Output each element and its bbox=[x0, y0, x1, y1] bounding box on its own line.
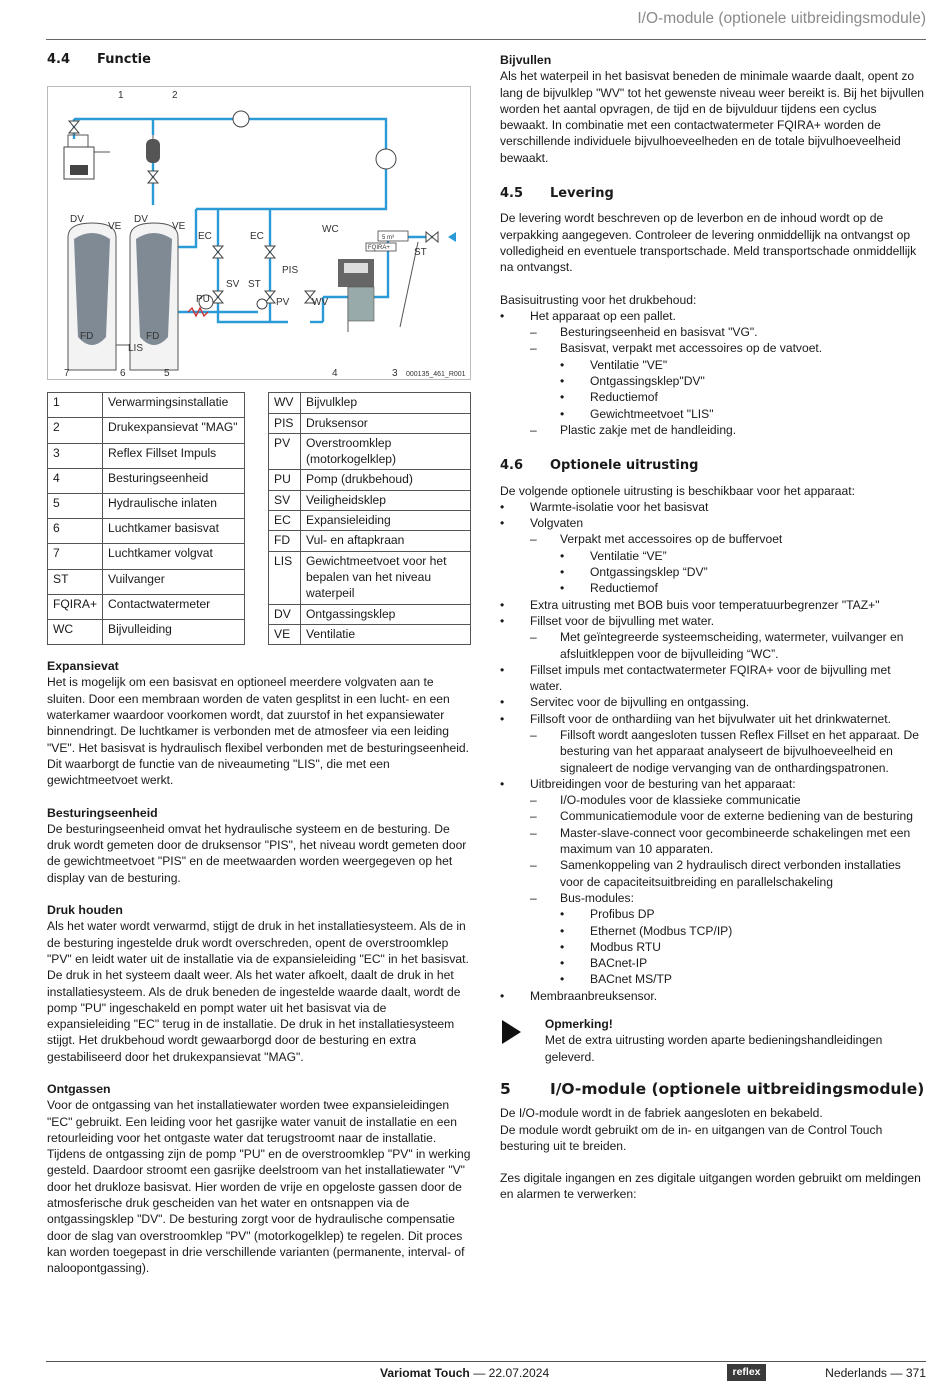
bullet-marker: • bbox=[560, 923, 565, 938]
legend-row bbox=[48, 468, 245, 493]
legend-row bbox=[269, 490, 471, 510]
callout-5: 5 bbox=[164, 368, 170, 380]
list-item-text: Samenkoppeling van 2 hydraulisch direct verbonden installaties voor de capaciteitsuitbreiding en parallelschakeling bbox=[560, 858, 901, 889]
list-item-text: Fillset impuls met contactwatermeter FQIRA+ voor de bijvulling met water. bbox=[530, 662, 891, 694]
list-item bbox=[500, 923, 926, 939]
bullet-marker: – bbox=[530, 422, 537, 437]
legend-row bbox=[269, 433, 471, 470]
section-number: 4.4 bbox=[47, 52, 71, 67]
io-para-2: De module wordt gebruikt om de in- en uitgangen van de Control Touch besturing uit te breiden. bbox=[500, 1122, 883, 1153]
reflex-logo: reflex bbox=[727, 1364, 766, 1381]
note-box bbox=[500, 1016, 926, 1065]
circulation-pump-shape bbox=[233, 111, 249, 127]
left-column bbox=[47, 52, 471, 1277]
list-item-text: Fillsoft voor de onthardiing van het bijvulwater uit het drinkwaternet. bbox=[530, 711, 891, 726]
legend-row bbox=[48, 393, 245, 418]
list-item bbox=[500, 662, 926, 695]
legend-code: 1 bbox=[48, 393, 103, 418]
list-item bbox=[500, 808, 926, 824]
legend-code: FD bbox=[269, 531, 301, 551]
legend-description: Veiligheidsklep bbox=[301, 490, 471, 510]
legend-row bbox=[269, 393, 471, 413]
legend-code: WC bbox=[48, 619, 103, 644]
right-column bbox=[500, 52, 926, 1203]
footer-product bbox=[380, 1365, 549, 1381]
bullet-marker: • bbox=[560, 406, 565, 421]
system-diagram-svg bbox=[48, 87, 472, 381]
motor-valve-shape bbox=[257, 299, 267, 309]
list-item bbox=[500, 357, 926, 373]
list-item bbox=[500, 531, 926, 547]
paragraph-text: Het is mogelijk om een basisvat en optioneel meerdere volgvaten aan te sluiten. Door een membraan worden de vaten gesplitst in een lucht- en een waterkamer waardoor voorkomen wordt, dat zuurstof in het expansiewater binnendringt. De luchtkamer is verbonden met de atmosfeer via een leiding "VE". Het basisvat is hydraulisch flexibel verbonden met de besturingseenheid. Dit waarborgt de functie van de niveaumeting "LIS", die met een gewichtmeetvoet werkt. bbox=[47, 675, 470, 788]
pipe-network bbox=[74, 119, 433, 322]
label-fd-1: FD bbox=[80, 331, 94, 343]
label-fd-2: FD bbox=[146, 331, 160, 343]
bullet-marker: • bbox=[500, 308, 505, 323]
paragraph-block bbox=[47, 658, 471, 788]
list-item-text: BACnet MS/TP bbox=[590, 972, 672, 987]
legend-row bbox=[269, 604, 471, 624]
legend-code: SV bbox=[269, 490, 301, 510]
callout-4: 4 bbox=[332, 368, 338, 380]
list-item-text: Servitec voor de bijvulling en ontgassing. bbox=[530, 695, 750, 710]
legend-row bbox=[269, 413, 471, 433]
label-ve-2: VE bbox=[172, 221, 186, 233]
follow-vessel-membrane bbox=[74, 233, 110, 345]
label-wc: WC bbox=[322, 224, 339, 236]
bullet-marker: • bbox=[560, 939, 565, 954]
list-item bbox=[500, 939, 926, 955]
bullet-marker: – bbox=[530, 325, 537, 340]
label-ec-1: EC bbox=[198, 231, 212, 243]
legend-description: Bijvulklep bbox=[301, 393, 471, 413]
legend-description: Pomp (drukbehoud) bbox=[301, 470, 471, 490]
legend-code: 3 bbox=[48, 443, 103, 468]
legend-row bbox=[269, 551, 471, 604]
legend-description: Reflex Fillset Impuls bbox=[103, 443, 245, 468]
optional-list bbox=[500, 499, 926, 1004]
legend-description: Verwarmingsinstallatie bbox=[103, 393, 245, 418]
list-item bbox=[500, 988, 926, 1004]
list-item-text: Uitbreidingen voor de besturing van het apparaat: bbox=[530, 776, 796, 791]
list-item-text: Ontgassingsklep"DV" bbox=[590, 374, 705, 389]
base-vessel-membrane bbox=[136, 233, 172, 345]
bullet-marker: • bbox=[500, 988, 505, 1003]
footer-page-number: — 371 bbox=[890, 1366, 926, 1380]
list-item-text: Ethernet (Modbus TCP/IP) bbox=[590, 923, 733, 938]
legend-row bbox=[48, 519, 245, 544]
list-item bbox=[500, 955, 926, 971]
legend-code: DV bbox=[269, 604, 301, 624]
list-item-text: Basisvat, verpakt met accessoires op de vatvoet. bbox=[560, 341, 823, 356]
list-item-text: Warmte-isolatie voor het basisvat bbox=[530, 499, 709, 514]
paragraph-heading: Druk houden bbox=[47, 903, 123, 918]
legend-row bbox=[48, 619, 245, 644]
list-item-text: BACnet-IP bbox=[590, 956, 648, 971]
section-title: Functie bbox=[97, 52, 151, 67]
list-item bbox=[500, 580, 926, 596]
list-item bbox=[500, 340, 926, 356]
section-number: 4.5 bbox=[500, 186, 524, 202]
bullet-marker: – bbox=[530, 630, 537, 645]
list-item bbox=[500, 694, 926, 710]
legend-code: PIS bbox=[269, 413, 301, 433]
io-para-3: Zes digitale ingangen en zes digitale uitgangen worden gebruikt om meldingen en alarmen te verwerken: bbox=[500, 1171, 921, 1202]
optional-intro: De volgende optionele uitrusting is beschikbaar voor het apparaat: bbox=[500, 483, 855, 498]
list-item bbox=[500, 406, 926, 422]
valve-symbols bbox=[69, 121, 438, 306]
bullet-marker: • bbox=[500, 662, 505, 677]
list-item-text: Membraanbreuksensor. bbox=[530, 988, 658, 1003]
control-unit-display bbox=[344, 263, 368, 273]
bullet-marker: • bbox=[500, 776, 505, 791]
legend-description: Luchtkamer basisvat bbox=[103, 519, 245, 544]
paragraph-text: De besturingseenheid omvat het hydraulische systeem en de besturing. De druk wordt gemeten door de druksensor "PIS", het niveau wordt gemeten door de gewichtmeetvoet "PIS" en de meetwaarden worden weergegeven op het display van de besturing. bbox=[47, 821, 467, 885]
legend-description: Luchtkamer volgvat bbox=[103, 544, 245, 569]
legend-row bbox=[48, 443, 245, 468]
legend-description: Overstroomklep (motorkogelklep) bbox=[301, 433, 471, 470]
list-item-text: Bus-modules: bbox=[560, 890, 634, 905]
note-text: Met de extra uitrusting worden aparte bedieningshandleidingen geleverd. bbox=[544, 1033, 883, 1064]
bullet-marker: • bbox=[560, 390, 565, 405]
section-number: 5 bbox=[500, 1079, 511, 1098]
bullet-marker: • bbox=[560, 374, 565, 389]
bijvullen-text: Als het waterpeil in het basisvat beneden de minimale waarde daalt, opent zo lang de bijvulklep "WV" tot het gewenste niveau weer bereikt is. Bij het bijvullen worden het aantal opvragen, de tijd en de bijvulduur tijdens een cyclus bewaakt. In combinatie met een contactwatermeter FQIRA+ worden de verschillende individuele bijvulhoeveelheden en de totale bijvulhoeveelheid bewaakt. bbox=[500, 69, 925, 165]
list-item-text: Reductiemof bbox=[590, 390, 658, 405]
callout-2: 2 bbox=[172, 90, 178, 102]
legend-description: Vul- en aftapkraan bbox=[301, 531, 471, 551]
legend-row bbox=[48, 544, 245, 569]
legend-table-left bbox=[47, 392, 245, 645]
levering-text: De levering wordt beschreven op de leverbon en de inhoud wordt op de verpakking aangegeven. Controleer de levering onmiddellijk na ontvangst op volledigheid en eventuele transportschade. Meld transportschade onmiddellijk na ontvangst. bbox=[500, 211, 917, 275]
label-wv: WV bbox=[312, 297, 329, 309]
bullet-marker: – bbox=[530, 890, 537, 905]
bullet-marker: • bbox=[560, 581, 565, 596]
bullet-marker: • bbox=[500, 695, 505, 710]
legend-table-right bbox=[268, 392, 471, 645]
legend-row bbox=[48, 493, 245, 518]
footer-product-name: Variomat Touch bbox=[380, 1366, 470, 1380]
list-item bbox=[500, 727, 926, 776]
list-item-text: Ventilatie “VE” bbox=[590, 548, 667, 563]
list-item-text: Plastic zakje met de handleiding. bbox=[560, 422, 737, 437]
figure-reference: 000135_461_R001 bbox=[406, 371, 466, 379]
list-item-text: Met geïntegreerde systeemscheiding, watermeter, vuilvanger en afsluitkleppen voor de bijvulleiding “WC”. bbox=[560, 630, 904, 661]
label-sv: SV bbox=[226, 279, 240, 291]
system-diagram bbox=[47, 86, 471, 380]
legend-description: Vuilvanger bbox=[103, 569, 245, 594]
bullet-marker: • bbox=[560, 956, 565, 971]
bullet-marker: – bbox=[530, 825, 537, 840]
section-title: Levering bbox=[550, 186, 614, 202]
footer-date: — 22.07.2024 bbox=[473, 1366, 550, 1380]
list-item bbox=[500, 499, 926, 515]
list-item-text: Communicatiemodule voor de externe bediening van de besturing bbox=[560, 809, 913, 824]
paragraph-heading: Ontgassen bbox=[47, 1081, 111, 1096]
legend-row bbox=[269, 511, 471, 531]
bullet-marker: – bbox=[530, 858, 537, 873]
paragraph-block bbox=[47, 902, 471, 1065]
legend-code: 5 bbox=[48, 493, 103, 518]
legend-description: Ventilatie bbox=[301, 624, 471, 644]
bullet-marker: • bbox=[500, 711, 505, 726]
list-item-text: Besturingseenheid en basisvat "VG". bbox=[560, 325, 758, 340]
list-item-text: Reductiemof bbox=[590, 581, 658, 596]
list-item bbox=[500, 711, 926, 727]
callout-3: 3 bbox=[392, 368, 398, 380]
list-item-text: Modbus RTU bbox=[590, 939, 662, 954]
list-item bbox=[500, 422, 926, 438]
legend-code: 6 bbox=[48, 519, 103, 544]
legend-description: Besturingseenheid bbox=[103, 468, 245, 493]
label-ve-1: VE bbox=[108, 221, 122, 233]
supply-arrow-shape bbox=[448, 232, 456, 242]
legend-code: LIS bbox=[269, 551, 301, 604]
list-item bbox=[500, 776, 926, 792]
list-item bbox=[500, 389, 926, 405]
legend-description: Bijvulleiding bbox=[103, 619, 245, 644]
legend bbox=[47, 392, 471, 645]
basis-list bbox=[500, 308, 926, 438]
legend-code: 7 bbox=[48, 544, 103, 569]
footer-page bbox=[825, 1365, 926, 1381]
label-pu: PU bbox=[196, 294, 210, 306]
list-item bbox=[500, 971, 926, 987]
footer-language: Nederlands bbox=[825, 1366, 887, 1380]
legend-description: Contactwatermeter bbox=[103, 594, 245, 619]
bullet-marker: – bbox=[530, 809, 537, 824]
bullet-marker: • bbox=[500, 499, 505, 514]
legend-code: 4 bbox=[48, 468, 103, 493]
section-4-6-heading bbox=[500, 458, 926, 474]
label-ec-2: EC bbox=[250, 231, 264, 243]
basis-intro: Basisuitrusting voor het drukbehoud: bbox=[500, 292, 697, 307]
heating-unit-display bbox=[70, 165, 88, 175]
label-st-1: ST bbox=[248, 279, 261, 291]
list-item bbox=[500, 629, 926, 662]
callout-1: 1 bbox=[118, 90, 124, 102]
list-item bbox=[500, 613, 926, 629]
label-dv-1: DV bbox=[70, 214, 84, 226]
consumer-shape bbox=[376, 149, 396, 169]
list-item-text: Extra uitrusting met BOB buis voor temperatuurbegrenzer "TAZ+" bbox=[530, 597, 880, 612]
control-unit-body bbox=[348, 287, 374, 321]
bullet-marker: • bbox=[500, 613, 505, 628]
legend-code: VE bbox=[269, 624, 301, 644]
note-title: Opmerking! bbox=[544, 1017, 613, 1032]
list-item-text: Fillsoft wordt aangesloten tussen Reflex Fillset en het apparaat. De besturing van het apparaat analyseert de bijvulhoeveelheid en signaleert de nodige vervanging van de onthardingspatronen. bbox=[560, 727, 919, 775]
section-title: I/O-module (optionele uitbreidingsmodule) bbox=[550, 1079, 925, 1098]
bullet-marker: • bbox=[560, 907, 565, 922]
legend-row bbox=[48, 569, 245, 594]
list-item-text: Verpakt met accessoires op de buffervoet bbox=[560, 532, 783, 547]
list-item-text: Volgvaten bbox=[530, 516, 584, 531]
legend-description: Gewichtmeetvoet voor het bepalen van het niveau waterpeil bbox=[301, 551, 471, 604]
list-item bbox=[500, 308, 926, 324]
list-item bbox=[500, 515, 926, 531]
note-arrow-icon bbox=[500, 1016, 545, 1065]
list-item-text: Fillset voor de bijvulling met water. bbox=[530, 613, 715, 628]
paragraph-heading: Besturingseenheid bbox=[47, 805, 158, 820]
list-item bbox=[500, 548, 926, 564]
bijvullen-heading: Bijvullen bbox=[500, 53, 552, 67]
list-item bbox=[500, 825, 926, 858]
legend-code: FQIRA+ bbox=[48, 594, 103, 619]
bullet-marker: • bbox=[500, 597, 505, 612]
legend-code: PU bbox=[269, 470, 301, 490]
section-number: 4.6 bbox=[500, 458, 524, 474]
callout-6: 6 bbox=[120, 368, 126, 380]
label-lis: LIS bbox=[128, 343, 144, 355]
list-item bbox=[500, 906, 926, 922]
running-header: I/O-module (optionele uitbreidingsmodule) bbox=[637, 10, 926, 27]
bullet-marker: • bbox=[500, 516, 505, 531]
legend-description: Drukexpansievat "MAG" bbox=[103, 418, 245, 443]
list-item-text: Ventilatie "VE" bbox=[590, 357, 668, 372]
bullet-marker: • bbox=[560, 357, 565, 372]
label-pv: PV bbox=[276, 297, 290, 309]
list-item-text: Gewichtmeetvoet "LIS" bbox=[590, 406, 714, 421]
legend-code: EC bbox=[269, 511, 301, 531]
list-item bbox=[500, 857, 926, 890]
list-item-text: Profibus DP bbox=[590, 907, 655, 922]
list-item-text: Ontgassingsklep “DV” bbox=[590, 565, 708, 580]
legend-description: Ontgassingsklep bbox=[301, 604, 471, 624]
label-volume: 5 m³ bbox=[382, 235, 394, 242]
legend-row bbox=[269, 531, 471, 551]
section-4-5-heading bbox=[500, 186, 926, 202]
header-rule bbox=[46, 39, 926, 40]
bullet-marker: • bbox=[560, 548, 565, 563]
list-item-text: Master-slave-connect voor gecombineerde schakelingen met een maximum van 10 apparaten. bbox=[560, 825, 911, 857]
bullet-marker: – bbox=[530, 341, 537, 356]
paragraph-text: Voor de ontgassing van het installatiewater worden twee expansieleidingen "EC" gebruikt. Een leiding voor het gasrijke water vanuit de installatie en een retourleiding voor het ontgaste water dat terugstroomt naar de installatie. Tijdens de ontgassing zijn de pomp "PU" en de overstroomklep "PV" in werking gesteld. Daardoor stroomt een gasrijke deelstroom van het installatiewater "V" door het drukloze basisvat. Hier worden de vrije en opgeloste gassen door de atmosferische druk gescheiden van het water en ontsnappen via de ontgassingsklep "DV". De besturing zorgt voor de hydraulische compensatie door de slag van overstroomklep "PV" (motorkogelklep) te regelen. Dit proces kan worden toegepast in drie verschillende varianten (permanente, interval- of naloopontgassing). bbox=[47, 1098, 471, 1276]
list-item bbox=[500, 373, 926, 389]
mag-vessel-shape bbox=[146, 139, 160, 163]
legend-row bbox=[48, 594, 245, 619]
section-4-4-heading bbox=[47, 52, 471, 68]
paragraph-text: Als het water wordt verwarmd, stijgt de druk in het installatiesysteem. Als de in de besturing ingestelde druk wordt overschreden, opent de overstroomklep "PV" en leidt water uit de installatie via de expansieleiding "EC" in het basisvat. De druk in het systeem daalt weer. Als het water afkoelt, daalt de druk in het installatiesysteem. Als de druk beneden de ingestelde waarde daalt, wordt de pomp "PU" ingeschakeld en pompt water uit het basisvat via de expansieleiding "EC" terug in de installatie. De druk in het installatiesysteem stijgt. Het drukbehoud wordt gewaarborgd door de besturing en extra gestabiliseerd door het drukexpansievat "MAG". bbox=[47, 919, 469, 1064]
legend-row bbox=[48, 418, 245, 443]
legend-description: Hydraulische inlaten bbox=[103, 493, 245, 518]
label-st-2: ST bbox=[414, 247, 427, 259]
left-paragraphs bbox=[47, 658, 471, 1276]
bullet-marker: • bbox=[560, 565, 565, 580]
legend-row bbox=[269, 470, 471, 490]
legend-description: Expansieleiding bbox=[301, 511, 471, 531]
paragraph-block bbox=[47, 1081, 471, 1277]
label-fqira: FQIRA+ bbox=[368, 245, 390, 252]
io-para-1: De I/O-module wordt in de fabriek aangesloten en bekabeld. bbox=[500, 1106, 823, 1121]
footer-rule bbox=[46, 1361, 926, 1362]
legend-row bbox=[269, 624, 471, 644]
callout-7: 7 bbox=[64, 368, 70, 380]
legend-description: Druksensor bbox=[301, 413, 471, 433]
list-item bbox=[500, 564, 926, 580]
paragraph-block bbox=[47, 805, 471, 886]
list-item-text: I/O-modules voor de klassieke communicatie bbox=[560, 793, 801, 808]
list-item bbox=[500, 890, 926, 906]
bullet-marker: – bbox=[530, 793, 537, 808]
list-item bbox=[500, 792, 926, 808]
label-dv-2: DV bbox=[134, 214, 148, 226]
label-pis: PIS bbox=[282, 265, 299, 277]
bullet-marker: – bbox=[530, 532, 537, 547]
legend-code: ST bbox=[48, 569, 103, 594]
list-item-text: Het apparaat op een pallet. bbox=[530, 308, 676, 323]
section-5-heading bbox=[500, 1081, 926, 1097]
legend-code: WV bbox=[269, 393, 301, 413]
paragraph-heading: Expansievat bbox=[47, 659, 119, 674]
list-item bbox=[500, 597, 926, 613]
list-item bbox=[500, 324, 926, 340]
legend-code: PV bbox=[269, 433, 301, 470]
bullet-marker: • bbox=[560, 972, 565, 987]
section-title: Optionele uitrusting bbox=[550, 458, 699, 474]
bullet-marker: – bbox=[530, 727, 537, 742]
legend-code: 2 bbox=[48, 418, 103, 443]
